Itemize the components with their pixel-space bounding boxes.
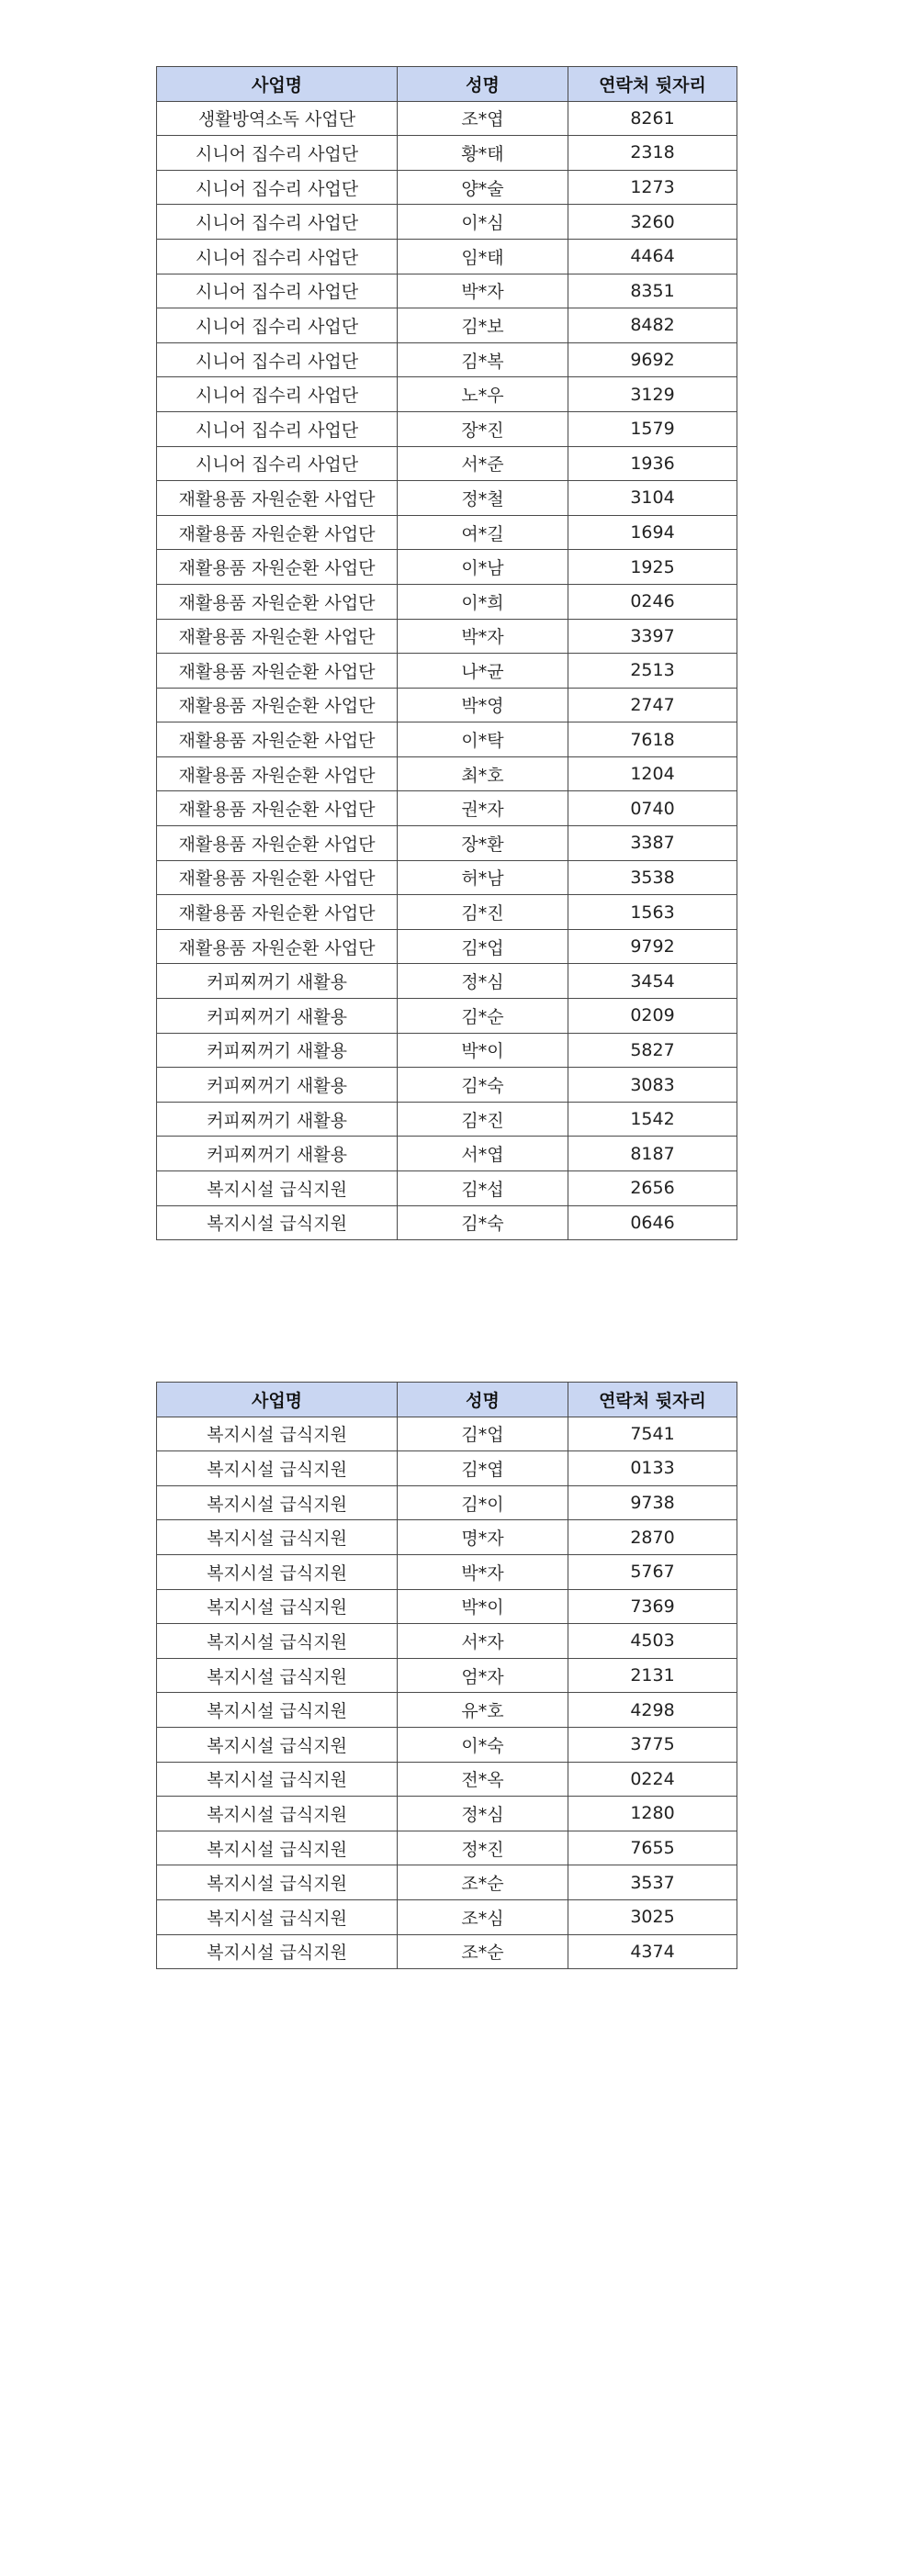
cell-phone-last-digits: 8261 [568,101,737,136]
cell-business-name: 복지시설 급식지원 [157,1171,398,1206]
cell-business-name: 재활용품 자원순환 사업단 [157,515,398,550]
cell-phone-last-digits: 4503 [568,1624,737,1659]
table-row [157,136,737,171]
cell-phone-last-digits: 1925 [568,550,737,585]
cell-business-name: 재활용품 자원순환 사업단 [157,550,398,585]
cell-person-name: 김*진 [398,895,568,930]
cell-person-name: 김*복 [398,342,568,377]
cell-person-name: 황*태 [398,136,568,171]
cell-person-name: 조*순 [398,1865,568,1900]
cell-phone-last-digits: 3538 [568,860,737,895]
cell-person-name: 김*보 [398,308,568,343]
cell-phone-last-digits: 8482 [568,308,737,343]
cell-business-name: 복지시설 급식지원 [157,1934,398,1969]
cell-business-name: 커피찌꺼기 새활용 [157,1137,398,1171]
cell-person-name: 박*자 [398,619,568,654]
cell-person-name: 조*심 [398,1899,568,1934]
cell-person-name: 김*진 [398,1102,568,1137]
cell-business-name: 복지시설 급식지원 [157,1658,398,1693]
table-row [157,377,737,412]
table-row [157,1865,737,1900]
cell-phone-last-digits: 2870 [568,1520,737,1555]
cell-person-name: 여*길 [398,515,568,550]
cell-business-name: 재활용품 자원순환 사업단 [157,688,398,722]
table-header-row [157,67,737,102]
cell-phone-last-digits: 3129 [568,377,737,412]
cell-person-name: 정*철 [398,481,568,516]
cell-person-name: 유*호 [398,1693,568,1728]
cell-phone-last-digits: 1936 [568,446,737,481]
cell-person-name: 명*자 [398,1520,568,1555]
cell-phone-last-digits: 1273 [568,170,737,205]
cell-phone-last-digits: 0224 [568,1762,737,1797]
cell-person-name: 장*환 [398,826,568,861]
table-row [157,1693,737,1728]
cell-business-name: 재활용품 자원순환 사업단 [157,654,398,689]
cell-business-name: 재활용품 자원순환 사업단 [157,791,398,826]
cell-person-name: 노*우 [398,377,568,412]
cell-phone-last-digits: 7655 [568,1831,737,1865]
cell-phone-last-digits: 1204 [568,756,737,791]
cell-phone-last-digits: 3083 [568,1068,737,1103]
cell-business-name: 복지시설 급식지원 [157,1451,398,1486]
cell-phone-last-digits: 3775 [568,1727,737,1762]
cell-business-name: 복지시설 급식지원 [157,1865,398,1900]
table-row [157,929,737,964]
cell-business-name: 재활용품 자원순환 사업단 [157,895,398,930]
table-row [157,1171,737,1206]
cell-person-name: 김*숙 [398,1205,568,1240]
cell-business-name: 복지시설 급식지원 [157,1831,398,1865]
cell-phone-last-digits: 0209 [568,999,737,1034]
cell-person-name: 이*심 [398,205,568,240]
cell-business-name: 생활방역소독 사업단 [157,101,398,136]
cell-business-name: 복지시설 급식지원 [157,1554,398,1589]
cell-person-name: 나*균 [398,654,568,689]
cell-business-name: 복지시설 급식지원 [157,1762,398,1797]
cell-business-name: 재활용품 자원순환 사업단 [157,860,398,895]
cell-phone-last-digits: 3260 [568,205,737,240]
cell-person-name: 김*순 [398,999,568,1034]
cell-phone-last-digits: 8187 [568,1137,737,1171]
table-header-row [157,1383,737,1417]
cell-business-name: 시니어 집수리 사업단 [157,170,398,205]
table-row [157,239,737,274]
table-row [157,791,737,826]
cell-business-name: 재활용품 자원순환 사업단 [157,619,398,654]
cell-phone-last-digits: 0133 [568,1451,737,1486]
table-row [157,1137,737,1171]
header-business-name: 사업명 [157,67,398,102]
table-row [157,860,737,895]
cell-person-name: 김*업 [398,929,568,964]
cell-phone-last-digits: 2131 [568,1658,737,1693]
table-body [157,1417,737,1969]
cell-business-name: 복지시설 급식지원 [157,1589,398,1624]
cell-person-name: 엄*자 [398,1658,568,1693]
cell-person-name: 김*엽 [398,1451,568,1486]
cell-business-name: 재활용품 자원순환 사업단 [157,929,398,964]
table-row [157,1624,737,1659]
cell-business-name: 시니어 집수리 사업단 [157,308,398,343]
participant-table-2 [156,1382,737,1969]
cell-person-name: 서*엽 [398,1137,568,1171]
cell-person-name: 양*술 [398,170,568,205]
cell-business-name: 복지시설 급식지원 [157,1624,398,1659]
table-row [157,1899,737,1934]
header-person-name: 성명 [398,1383,568,1417]
cell-person-name: 이*탁 [398,722,568,757]
cell-person-name: 임*태 [398,239,568,274]
cell-phone-last-digits: 1542 [568,1102,737,1137]
table-row [157,722,737,757]
table-row [157,654,737,689]
cell-phone-last-digits: 2318 [568,136,737,171]
table-row [157,1831,737,1865]
cell-business-name: 시니어 집수리 사업단 [157,342,398,377]
table-row [157,411,737,446]
cell-phone-last-digits: 1694 [568,515,737,550]
cell-business-name: 재활용품 자원순환 사업단 [157,756,398,791]
table-row [157,515,737,550]
table-row [157,584,737,619]
cell-person-name: 서*준 [398,446,568,481]
participant-table-1 [156,66,737,1240]
cell-phone-last-digits: 1563 [568,895,737,930]
cell-person-name: 박*이 [398,1589,568,1624]
table-grid [156,66,737,1240]
cell-phone-last-digits: 0740 [568,791,737,826]
table-row [157,964,737,999]
table-row [157,308,737,343]
table-row [157,550,737,585]
table-row [157,1417,737,1451]
cell-phone-last-digits: 7369 [568,1589,737,1624]
table-row [157,756,737,791]
cell-business-name: 복지시설 급식지원 [157,1899,398,1934]
cell-business-name: 시니어 집수리 사업단 [157,274,398,308]
cell-phone-last-digits: 8351 [568,274,737,308]
cell-business-name: 복지시설 급식지원 [157,1417,398,1451]
cell-person-name: 권*자 [398,791,568,826]
cell-person-name: 박*영 [398,688,568,722]
table-row [157,688,737,722]
cell-business-name: 복지시설 급식지원 [157,1520,398,1555]
cell-business-name: 재활용품 자원순환 사업단 [157,826,398,861]
cell-person-name: 이*숙 [398,1727,568,1762]
cell-person-name: 정*진 [398,1831,568,1865]
cell-person-name: 허*남 [398,860,568,895]
header-business-name: 사업명 [157,1383,398,1417]
table-row [157,1934,737,1969]
cell-person-name: 정*심 [398,964,568,999]
cell-phone-last-digits: 9738 [568,1485,737,1520]
cell-phone-last-digits: 4464 [568,239,737,274]
cell-phone-last-digits: 2656 [568,1171,737,1206]
header-phone-last-digits: 연락처 뒷자리 [568,1383,737,1417]
cell-business-name: 시니어 집수리 사업단 [157,446,398,481]
cell-phone-last-digits: 4298 [568,1693,737,1728]
table-row [157,1068,737,1103]
table-row [157,1102,737,1137]
cell-phone-last-digits: 0246 [568,584,737,619]
table-row [157,1658,737,1693]
table-row [157,1554,737,1589]
cell-person-name: 박*자 [398,1554,568,1589]
cell-phone-last-digits: 5767 [568,1554,737,1589]
cell-person-name: 장*진 [398,411,568,446]
table-row [157,1205,737,1240]
cell-phone-last-digits: 1579 [568,411,737,446]
cell-business-name: 재활용품 자원순환 사업단 [157,722,398,757]
cell-phone-last-digits: 1280 [568,1797,737,1831]
cell-phone-last-digits: 3104 [568,481,737,516]
cell-person-name: 김*이 [398,1485,568,1520]
cell-phone-last-digits: 2747 [568,688,737,722]
table-body [157,101,737,1240]
table-row [157,895,737,930]
table-row [157,274,737,308]
cell-person-name: 전*옥 [398,1762,568,1797]
header-phone-last-digits: 연락처 뒷자리 [568,67,737,102]
cell-business-name: 복지시설 급식지원 [157,1693,398,1728]
table-row [157,619,737,654]
cell-business-name: 시니어 집수리 사업단 [157,377,398,412]
cell-phone-last-digits: 3537 [568,1865,737,1900]
table-row [157,1033,737,1068]
cell-phone-last-digits: 4374 [568,1934,737,1969]
table-row [157,1485,737,1520]
cell-business-name: 복지시설 급식지원 [157,1205,398,1240]
table-row [157,170,737,205]
cell-business-name: 시니어 집수리 사업단 [157,411,398,446]
table-row [157,1727,737,1762]
cell-phone-last-digits: 9792 [568,929,737,964]
table-row [157,205,737,240]
cell-phone-last-digits: 7618 [568,722,737,757]
cell-business-name: 커피찌꺼기 새활용 [157,964,398,999]
cell-business-name: 커피찌꺼기 새활용 [157,1033,398,1068]
header-person-name: 성명 [398,67,568,102]
cell-phone-last-digits: 9692 [568,342,737,377]
cell-phone-last-digits: 0646 [568,1205,737,1240]
cell-business-name: 재활용품 자원순환 사업단 [157,584,398,619]
cell-person-name: 조*순 [398,1934,568,1969]
cell-person-name: 정*심 [398,1797,568,1831]
cell-person-name: 김*숙 [398,1068,568,1103]
cell-business-name: 시니어 집수리 사업단 [157,136,398,171]
cell-phone-last-digits: 3025 [568,1899,737,1934]
table-row [157,826,737,861]
cell-phone-last-digits: 7541 [568,1417,737,1451]
table-row [157,1589,737,1624]
cell-business-name: 복지시설 급식지원 [157,1797,398,1831]
table-row [157,1451,737,1486]
table-row [157,446,737,481]
table-row [157,1520,737,1555]
cell-business-name: 복지시설 급식지원 [157,1727,398,1762]
cell-phone-last-digits: 3397 [568,619,737,654]
table-row [157,1797,737,1831]
cell-business-name: 커피찌꺼기 새활용 [157,1102,398,1137]
cell-person-name: 서*자 [398,1624,568,1659]
cell-business-name: 복지시설 급식지원 [157,1485,398,1520]
cell-business-name: 커피찌꺼기 새활용 [157,1068,398,1103]
cell-person-name: 조*엽 [398,101,568,136]
table-row [157,342,737,377]
table-row [157,1762,737,1797]
cell-person-name: 이*남 [398,550,568,585]
cell-business-name: 커피찌꺼기 새활용 [157,999,398,1034]
cell-phone-last-digits: 3454 [568,964,737,999]
cell-person-name: 김*섭 [398,1171,568,1206]
cell-person-name: 최*호 [398,756,568,791]
cell-business-name: 재활용품 자원순환 사업단 [157,481,398,516]
table-grid [156,1382,737,1969]
table-row [157,999,737,1034]
cell-phone-last-digits: 3387 [568,826,737,861]
cell-person-name: 박*이 [398,1033,568,1068]
table-row [157,481,737,516]
cell-phone-last-digits: 5827 [568,1033,737,1068]
cell-business-name: 시니어 집수리 사업단 [157,205,398,240]
cell-person-name: 이*희 [398,584,568,619]
table-row [157,101,737,136]
cell-person-name: 김*업 [398,1417,568,1451]
cell-phone-last-digits: 2513 [568,654,737,689]
cell-business-name: 시니어 집수리 사업단 [157,239,398,274]
cell-person-name: 박*자 [398,274,568,308]
